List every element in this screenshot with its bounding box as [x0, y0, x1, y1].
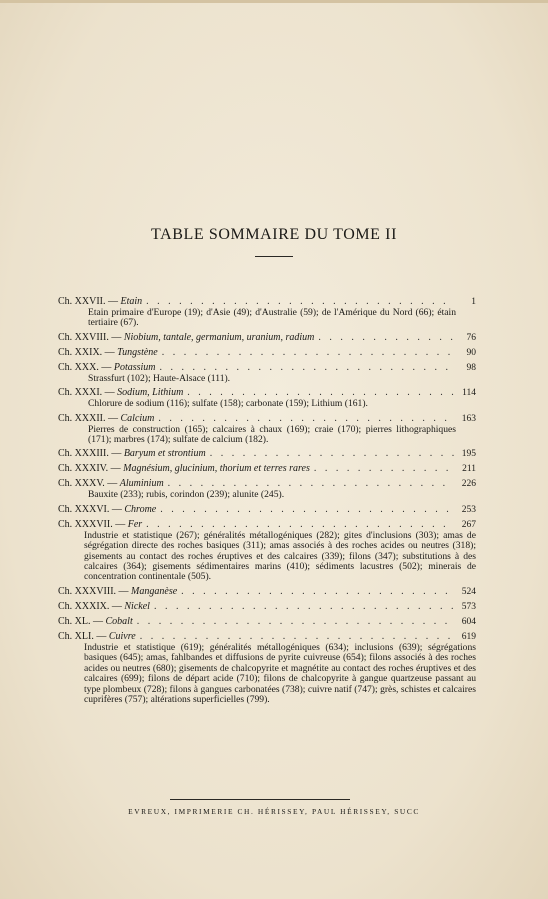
footer-divider — [170, 799, 350, 800]
toc-entry-heading — [58, 347, 476, 359]
toc-entry — [58, 362, 476, 384]
toc-entry — [58, 387, 476, 409]
chapter-label: Ch. XXVII. — — [58, 296, 118, 307]
chapter-label: Ch. XXXIV. — — [58, 463, 121, 475]
leader-dots — [154, 601, 454, 613]
page-number: 1 — [471, 297, 476, 307]
page-number: 76 — [466, 332, 476, 343]
chapter-description: Chlorure de sodium (116); sulfate (158); carbonate (159); Lithium (161). — [88, 398, 368, 410]
title-divider — [255, 256, 293, 257]
chapter-subject: Aluminium — [119, 478, 164, 490]
chapter-description: Pierres de construction (165); calcaires à chaux (169); craie (170); pierres lithographiques (171); marbres (174); sulfate de calcium (182). — [88, 423, 456, 446]
toc-entry — [58, 296, 476, 329]
toc-entry-heading — [58, 362, 476, 374]
toc-entry-heading — [58, 463, 476, 475]
leader-dots — [160, 504, 454, 516]
page-number: 604 — [461, 616, 476, 627]
toc-entry — [58, 601, 476, 613]
chapter-subject: Nickel — [124, 600, 150, 612]
toc-entry-heading — [58, 616, 476, 628]
chapter-label: Ch. XXX. — — [58, 361, 112, 373]
toc-entry-heading — [58, 601, 476, 613]
table-of-contents — [58, 296, 476, 708]
chapter-subject: Sodium, Lithium — [117, 387, 184, 399]
chapter-label: Ch. XXXVIII. — — [58, 585, 129, 597]
chapter-description: Industrie et statistique (267); généralités métallogéniques (282); gites d'inclusions (303); amas de ségrégation directe des roches basiques (311); amas associés à des roches acides ou neutres (318); gisements au contact des roches éruptives et des calcaires (339); filons (347); substitutions à des calcaires (364); gisements sédimentaires marins (410); sédiments lacustres (502); minerais de concentration continentale (505). — [84, 529, 476, 583]
page-number: 267 — [461, 519, 476, 530]
chapter-subject: Tungstène — [117, 346, 158, 358]
page-number: 619 — [461, 631, 476, 642]
chapter-subject: Potassium — [113, 361, 156, 373]
leader-dots — [162, 347, 454, 359]
chapter-subject: Calcium — [120, 412, 155, 424]
chapter-label: Ch. XL. — — [58, 615, 103, 627]
toc-entry-heading — [58, 413, 476, 425]
chapter-subject: Baryum et strontium — [123, 448, 206, 460]
chapter-label: Ch. XXXIX. — — [58, 600, 122, 612]
page-number: 524 — [461, 586, 476, 597]
chapter-label: Ch. XLI. — — [58, 630, 107, 642]
chapter-label: Ch. XXXV. — — [58, 478, 118, 490]
chapter-label: Ch. XXXIII. — — [58, 448, 122, 460]
chapter-description: Etain primaire d'Europe (19); d'Asie (49); d'Australie (59); de l'Amérique du Nord (66); étain tertiaire (67). — [88, 307, 456, 329]
page-top-edge — [0, 0, 548, 3]
leader-dots — [137, 616, 454, 628]
page-number: 163 — [461, 413, 476, 424]
chapter-subject: Etain — [120, 296, 143, 307]
toc-entry-heading — [58, 504, 476, 516]
leader-dots — [314, 463, 454, 475]
page-number: 195 — [461, 449, 476, 460]
chapter-description: Strassfurt (102); Haute-Alsace (111). — [88, 372, 231, 384]
page-number: 114 — [462, 388, 476, 399]
toc-entry — [58, 332, 476, 344]
toc-entry — [58, 519, 476, 583]
leader-dots — [158, 413, 454, 425]
page-number: 98 — [466, 362, 476, 373]
chapter-subject: Chrome — [124, 503, 157, 515]
printer-imprint: EVREUX, IMPRIMERIE CH. HÉRISSEY, PAUL HÉRISSEY, SUCC — [128, 807, 420, 816]
chapter-label: Ch. XXVIII. — — [58, 331, 122, 343]
toc-entry — [58, 586, 476, 598]
toc-entry-heading — [58, 332, 476, 344]
chapter-description: Bauxite (233); rubis, corindon (239); alunite (245). — [88, 489, 285, 501]
page-number: 211 — [462, 464, 476, 475]
toc-entry-heading — [58, 448, 476, 460]
chapter-subject: Fer — [127, 518, 143, 530]
toc-entry — [58, 478, 476, 500]
page-number: 253 — [461, 504, 476, 515]
toc-entry — [58, 616, 476, 628]
toc-entry — [58, 631, 476, 705]
toc-entry — [58, 504, 476, 516]
chapter-subject: Magnésium, glucinium, thorium et terres rares — [123, 463, 310, 475]
leader-dots — [210, 448, 454, 460]
chapter-description: Industrie et statistique (619); généralités métallogéniques (634); inclusions (639); ségrégations basiques (645); amas, fahlbandes et diffusions de pyrite cuivreuse (654); filons associés à des roches acides ou neutres (680); gisements de chalcopyrite et magnétite au contact des roches éruptives et des calcaires (699); filons de départ acide (710); filons de chalcopyrite à gangue quartzeuse passant au type plombeux (728); filons à gangues carbonatées (738); cuivre natif (747); grès, schistes et calcaires cuprifères (757); altérations superficielles (799). — [84, 641, 476, 705]
toc-entry — [58, 347, 476, 359]
leader-dots — [160, 362, 454, 374]
chapter-label: Ch. XXXI. — — [58, 387, 115, 399]
toc-entry — [58, 413, 476, 446]
page-title: TABLE SOMMAIRE DU TOME II — [150, 226, 397, 243]
toc-entry — [58, 448, 476, 460]
chapter-label: Ch. XXIX. — — [58, 346, 115, 358]
chapter-label: Ch. XXXII. — — [58, 412, 118, 424]
chapter-label: Ch. XXXVI. — — [58, 503, 122, 515]
chapter-label: Ch. XXXVII. — — [58, 518, 126, 530]
chapter-subject: Manganèse — [131, 585, 178, 597]
chapter-subject: Cuivre — [108, 630, 136, 642]
toc-entry — [58, 463, 476, 475]
leader-dots — [181, 586, 454, 598]
page-number: 226 — [461, 479, 476, 490]
page-number: 90 — [466, 347, 476, 358]
page-number: 573 — [461, 601, 476, 612]
chapter-subject: Cobalt — [105, 615, 133, 627]
leader-dots — [318, 332, 454, 344]
chapter-subject: Niobium, tantale, germanium, uranium, radium — [123, 331, 315, 343]
toc-entry-heading — [58, 586, 476, 598]
